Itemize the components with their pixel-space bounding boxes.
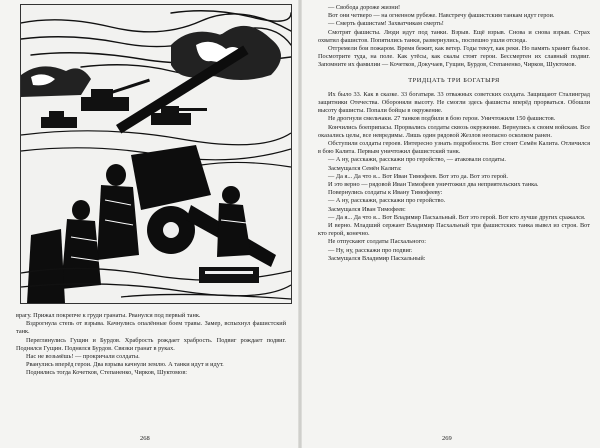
paragraph: Их было 33. Как в сказке. 33 богатыря. 33 отважных советских солдата. Защищают Сталинград защитники Отечества. Обороняли высоту. Не смогли здесь фашисты вперёд прорваться. Обошли высоту фашисты. Попали бойцы в окружение. (318, 90, 590, 115)
paragraph: — Свобода дороже жизни! (328, 4, 401, 11)
paragraph: врагу. Прижал покрепче к груди гранаты. Рванулся под первый танк. (16, 312, 201, 319)
paragraph: Вот они четверо — на огненном рубеже. Навстречу фашистским танкам идут герои. (328, 12, 555, 20)
paragraph: — Ну, ну, расскажи про подвиг. (328, 246, 413, 254)
left-page-text (16, 312, 286, 378)
paragraph: Не отпускают солдаты Пасхального: (328, 238, 426, 246)
page-number: 268 (140, 435, 150, 442)
battle-illustration-drawing (21, 5, 291, 303)
page-number: 269 (442, 435, 452, 442)
paragraph: — Смерть фашистам! Захватчикам смерть! (328, 20, 444, 28)
paragraph: — А ну, расскажи, расскажи про геройство, — атаковали солдаты. (328, 156, 506, 164)
paragraph: Обступили солдаты героев. Интересно узнать подробности. Вот стоит Семён Калита. Отличился в бою Калита. Первым уничтожил фашистский танк. (318, 140, 590, 156)
paragraph: И верно. Младший сержант Владимир Пасхальный три фашистских танка вывел из строя. Вот кто герой, конечно. (318, 222, 590, 238)
chapter-heading: ТРИДЦАТЬ ТРИ БОГАТЫРЯ (408, 76, 500, 84)
right-page-text (318, 4, 590, 263)
paragraph: — Да я... Да что я... Вот Владимир Пасхальный. Вот это герой. Вот кто лучше других сражался. (328, 213, 586, 221)
paragraph: Рванулись вперёд герои. Два взрыва качнули землю. А танки идут и идут. (26, 361, 224, 369)
paragraph: Кончились боеприпасы. Прорвались солдаты сквозь окружение. Вернулись к своим войскам. Все оказались целы, все невредимы. Лишь один рядовой Жезлов неопасно осколком ранен. (318, 123, 590, 139)
paragraph: Переглянулись Гущин и Бурдов. Храбрость рождает храбрость. Подвиг рождает подвиг. Поднялся Гущин. Поднялся Бурдов. Связки гранат в руках. (16, 336, 286, 352)
paragraph: Смотрят фашисты. Люди идут под танки. Взрыв. Ещё взрыв. Снова и снова взрыв. Страх охватил фашистов. Попятились танки, развернулись, поспешно ушли отсюда. (318, 28, 590, 44)
paragraph: И это верно — рядовой Иван Тимофеев уничтожил два неприятельских танка. (328, 181, 539, 189)
paragraph: Вздрогнула степь от взрыва. Качнулись опалённые боем травы. Замер, вспыхнул фашистский танк. (16, 320, 286, 336)
paragraph: Повернулись солдаты к Ивану Тимофееву: (328, 189, 443, 197)
battle-illustration (20, 4, 292, 304)
paragraph: Не дрогнули смельчаки. 27 танков подбили в бою герои. Уничтожили 150 фашистов. (328, 115, 556, 123)
paragraph: Засмущался Владимир Пасхальный: (328, 254, 426, 262)
paragraph: — А ну, расскажи, расскажи про геройство. (328, 197, 446, 205)
paragraph: Поднялись тогда Кочетков, Степаненко, Чирков, Шуктомов: (26, 369, 188, 377)
paragraph: — Да я... Да что я... Вот Иван Тимофеев. Вот это да. Вот это герой. (328, 172, 508, 180)
right-page (300, 0, 600, 448)
paragraph: Засмущался Иван Тимофеев: (328, 205, 406, 213)
paragraph: Отгремели бои пожаром. Время бежит, как ветер. Годы текут, как реки. Но память хранит былое. Посмотрите туда, на поле. Как утёсы, как скалы стоят герои. Бессмертен их славный подвиг. Запомните их фамилии — Кочетков, Докучаев, Гущин, Бурдов, Степаненко, Чирков, Шуктомов. (318, 45, 590, 69)
paragraph: Засмущался Семён Калита: (328, 164, 402, 172)
paragraph: Нас не возьмёшь! — прокричали солдаты. (26, 353, 140, 361)
